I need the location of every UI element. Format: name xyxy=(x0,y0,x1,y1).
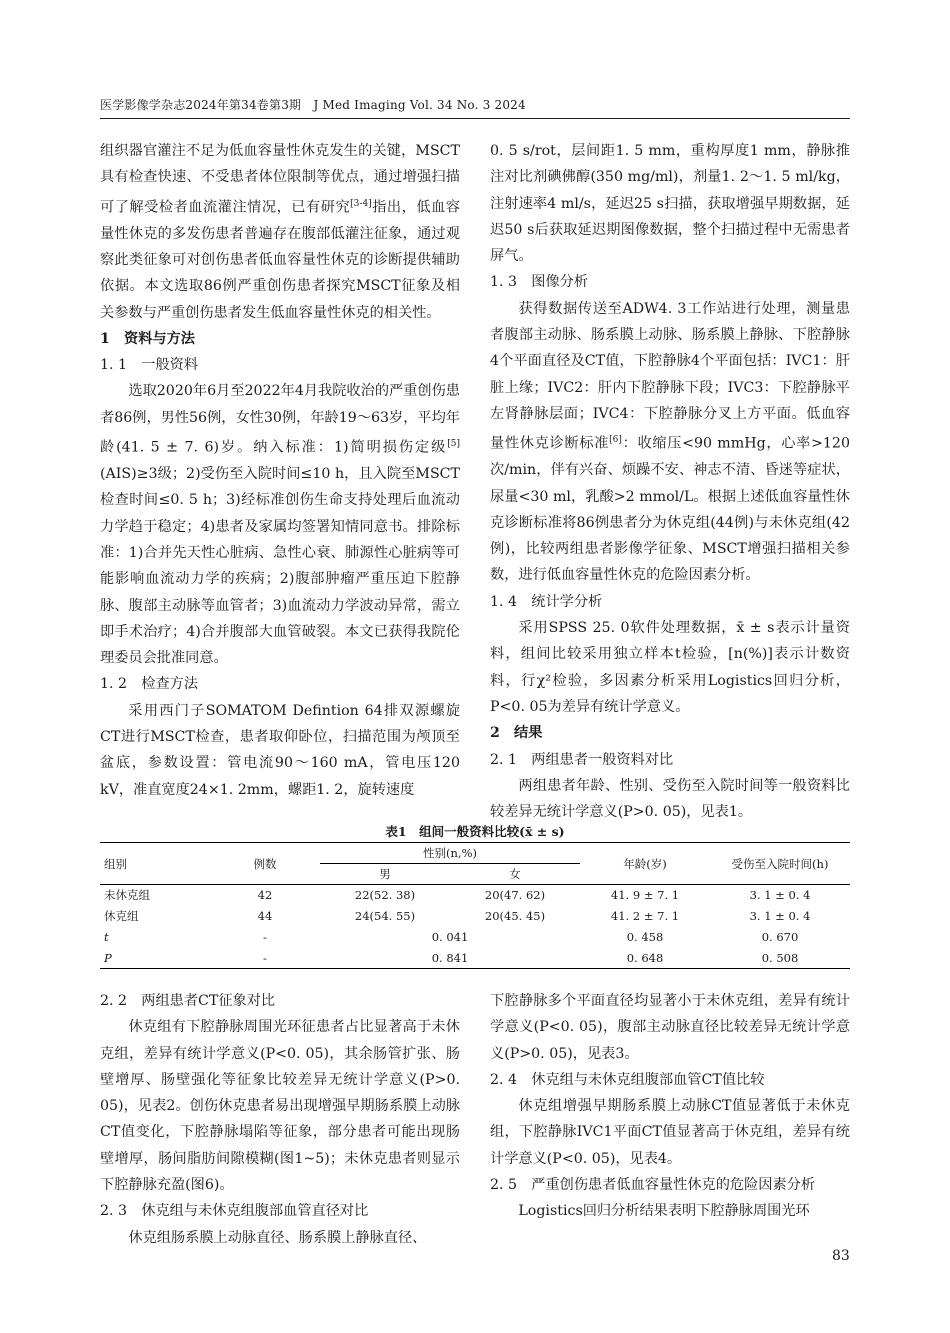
paragraph: 两组患者年龄、性别、受伤至入院时间等一般资料比较差异无统计学意义(P>0. 05)，见表1。 xyxy=(490,777,850,821)
cell-female: 20(45. 45) xyxy=(484,909,546,923)
section-heading: 2 结果 xyxy=(490,725,543,742)
cell-group: 未休克组 xyxy=(104,888,150,903)
right-column-bottom xyxy=(490,988,850,1225)
text: 选取2020年6月至2022年4月我院收治的严重创伤患者86例，男性56例，女性30例，年龄19～63岁，平均年龄(41. 5 ± 7. 6)岁。纳入标准：1)简明损伤定级 xyxy=(100,383,460,456)
paragraph: 采用西门子SOMATOM Defintion 64排双源螺旋CT进行MSCT检查，患者取仰卧位，扫描范围为颅顶至盆底，参数设置：管电流90～160 mA，管电压120 kV，准直宽度24×1. 2mm，螺距1. 2，旋转速度 xyxy=(100,702,460,798)
left-column-top xyxy=(100,138,460,803)
cell-n: - xyxy=(263,930,267,944)
cell-label: t xyxy=(104,930,109,944)
header-age: 年龄(岁) xyxy=(580,843,710,885)
table-1 xyxy=(100,842,850,969)
running-header: 医学影像学杂志2024年第34卷第3期 J Med Imaging Vol. 34 No. 3 2024 xyxy=(100,98,526,112)
table-row xyxy=(100,885,850,906)
table-row xyxy=(100,906,850,927)
citation: [5] xyxy=(447,439,460,449)
section-heading: 1 资料与方法 xyxy=(100,330,195,347)
paragraph: 休克组增强早期肠系膜上动脉CT值显著低于未休克组，下腔静脉IVC1平面CT值显著高于休克组，差异有统计学意义(P<0. 05)，见表4。 xyxy=(490,1098,850,1167)
cell-time: 0. 508 xyxy=(710,948,850,969)
header-group: 组别 xyxy=(100,843,210,885)
right-column-top xyxy=(490,138,850,825)
header-female: 女 xyxy=(450,864,580,885)
subsection-heading: 2. 3 休克组与未休克组腹部血管直径对比 xyxy=(100,1203,369,1220)
table-row-t xyxy=(100,927,850,948)
cell-age: 41. 2 ± 7. 1 xyxy=(610,909,680,923)
text: 指出，低血容量性休克的多发伤患者普遍存在腹部低灌注征象，通过观察此类征象可对创伤患者低血容量性休克的诊断提供辅助依据。本文选取86例严重创伤患者探究MSCT征象及相关参数与严重创伤患者发生低血容量性休克的相关性。 xyxy=(100,199,460,321)
paragraph: 休克组肠系膜上动脉直径、肠系膜上静脉直径、 xyxy=(128,1229,427,1246)
cell-n: 42 xyxy=(257,888,273,903)
cell-time: 3. 1 ± 0. 4 xyxy=(749,888,811,903)
subsection-heading: 2. 2 两组患者CT征象对比 xyxy=(100,993,276,1009)
table-header-row xyxy=(100,843,850,864)
subsection-heading: 1. 1 一般资料 xyxy=(100,357,199,374)
cell-group: 休克组 xyxy=(104,909,139,923)
cell-age: 0. 458 xyxy=(626,930,664,944)
cell-label: P xyxy=(100,948,210,969)
citation: [3-4] xyxy=(350,198,372,209)
paragraph: 采用SPSS 25. 0软件处理数据，x̄ ± s表示计量资料，组间比较采用独立样本t检验，[n(%)]表示计数资料，行χ²检验，多因素分析采用Logistics回归分析，P<0. 05为差异有统计学意义。 xyxy=(490,620,850,715)
header-n: 例数 xyxy=(210,843,320,885)
subsection-heading: 1. 4 统计学分析 xyxy=(490,593,603,610)
cell-n: 44 xyxy=(257,909,273,923)
cell-male: 22(52. 38) xyxy=(354,888,416,903)
subsection-heading: 1. 3 图像分析 xyxy=(490,274,589,291)
page-number: 83 xyxy=(832,1248,850,1264)
text: (AIS)≥3级；2)受伤至入院时间≤10 h，且入院至MSCT检查时间≤0. 5 h；3)经标准创伤生命支持处理后血流动力学趋于稳定；4)患者及家属均签署知情同意书。排除标准：1)合并先天性心脏病、急性心衰、肺源性心脏病等可能影响血流动力学的疾病；2)腹部肿瘤严重压迫下腔静脉、腹部主动脉等血管者；3)血流动力学波动异常，需立即手术治疗；4)合并腹部大血管破裂。本文已获得我院伦理委员会批准同意。 xyxy=(100,466,460,667)
paragraph: Logistics回归分析结果表明下腔静脉周围光环 xyxy=(518,1203,810,1220)
cell-female: 20(47. 62) xyxy=(484,888,546,903)
subsection-heading: 2. 5 严重创伤患者低血容量性休克的危险因素分析 xyxy=(490,1177,816,1194)
text: 获得数据传送至ADW4. 3工作站进行处理，测量患者腹部主动脉、肠系膜上动脉、肠系膜上静脉、下腔静脉4个平面直径及CT值，下腔静脉4个平面包括：IVC1：肝脏上缘；IVC2：肝内下腔静脉下段；IVC3：下腔静脉平左肾静脉层面；IVC4：下腔静脉分叉上方平面。低血容量性休克诊断标准 xyxy=(490,300,850,452)
table-caption: 表1 组间一般资料比较(x̄ ± s) xyxy=(385,824,565,839)
table-row-p xyxy=(100,948,850,969)
header-time: 受伤至入院时间(h) xyxy=(710,843,850,885)
subsection-heading: 1. 2 检查方法 xyxy=(100,676,199,693)
subsection-heading: 2. 1 两组患者一般资料对比 xyxy=(490,751,674,768)
subsection-heading: 2. 4 休克组与未休克组腹部血管CT值比较 xyxy=(490,1071,765,1088)
text: 组织器官灌注不足为低血容量性休克发生的关键，MSCT具有检查快速、不受患者体位限制等优点，通过增强扫描可了解受检者血流灌注情况，已有研究 xyxy=(100,143,460,216)
paragraph xyxy=(100,378,460,671)
paragraph: 0. 5 s/rot，层间距1. 5 mm，重构厚度1 mm，静脉推注对比剂碘佛醇(350 mg/ml)，剂量1. 2～1. 5 ml/kg，注射速率4 ml/s，延迟25 s扫描，获取增强早期数据，延迟50 s后获取延迟期图像数据，整个扫描过程中无需患者屏气。 xyxy=(490,143,850,265)
paragraph xyxy=(100,138,460,326)
cell-time: 3. 1 ± 0. 4 xyxy=(749,909,811,923)
header-male: 男 xyxy=(320,864,450,885)
paragraph: 休克组有下腔静脉周围光环征患者占比显著高于未休克组，差异有统计学意义(P<0. 05)，其余肠管扩张、肠壁增厚、肠壁强化等征象比较差异无统计学意义(P>0. 05)，见表2。创伤休克患者易出现增强早期肠系膜上动脉CT值变化，下腔静脉塌陷等征象，部分患者可能出现肠壁增厚，肠间脂肪间隙模糊(图1~5)；未休克患者则显示下腔静脉充盈(图6)。 xyxy=(100,1019,460,1194)
cell-time: 0. 670 xyxy=(761,930,799,944)
paragraph: 下腔静脉多个平面直径均显著小于未休克组，差异有统计学意义(P<0. 05)，腹部主动脉直径比较差异无统计学意义(P>0. 05)，见表3。 xyxy=(490,993,850,1062)
left-column-bottom xyxy=(100,988,460,1251)
paragraph xyxy=(490,296,850,589)
cell-age: 0. 648 xyxy=(580,948,710,969)
cell-sex: 0. 841 xyxy=(320,948,580,969)
header-rule xyxy=(100,118,850,119)
citation: [6] xyxy=(609,435,622,446)
cell-age: 41. 9 ± 7. 1 xyxy=(610,888,680,903)
cell-n: - xyxy=(210,948,320,969)
text: ：收缩压<90 mmHg，心率>120次/min，伴有兴奋、烦躁不安、神志不清、昏迷等症状，尿量<30 ml，乳酸>2 mmol/L。根据上述低血容量性休克诊断标准将86例患者分为休克组(44例)与未休克组(42例)，比较两组患者影像学征象、MSCT增强扫描相关参数，进行低血容量性休克的危险因素分析。 xyxy=(490,436,850,584)
header-sex: 性别(n,%) xyxy=(320,843,580,864)
cell-sex: 0. 041 xyxy=(431,930,469,944)
cell-male: 24(54. 55) xyxy=(354,909,416,923)
